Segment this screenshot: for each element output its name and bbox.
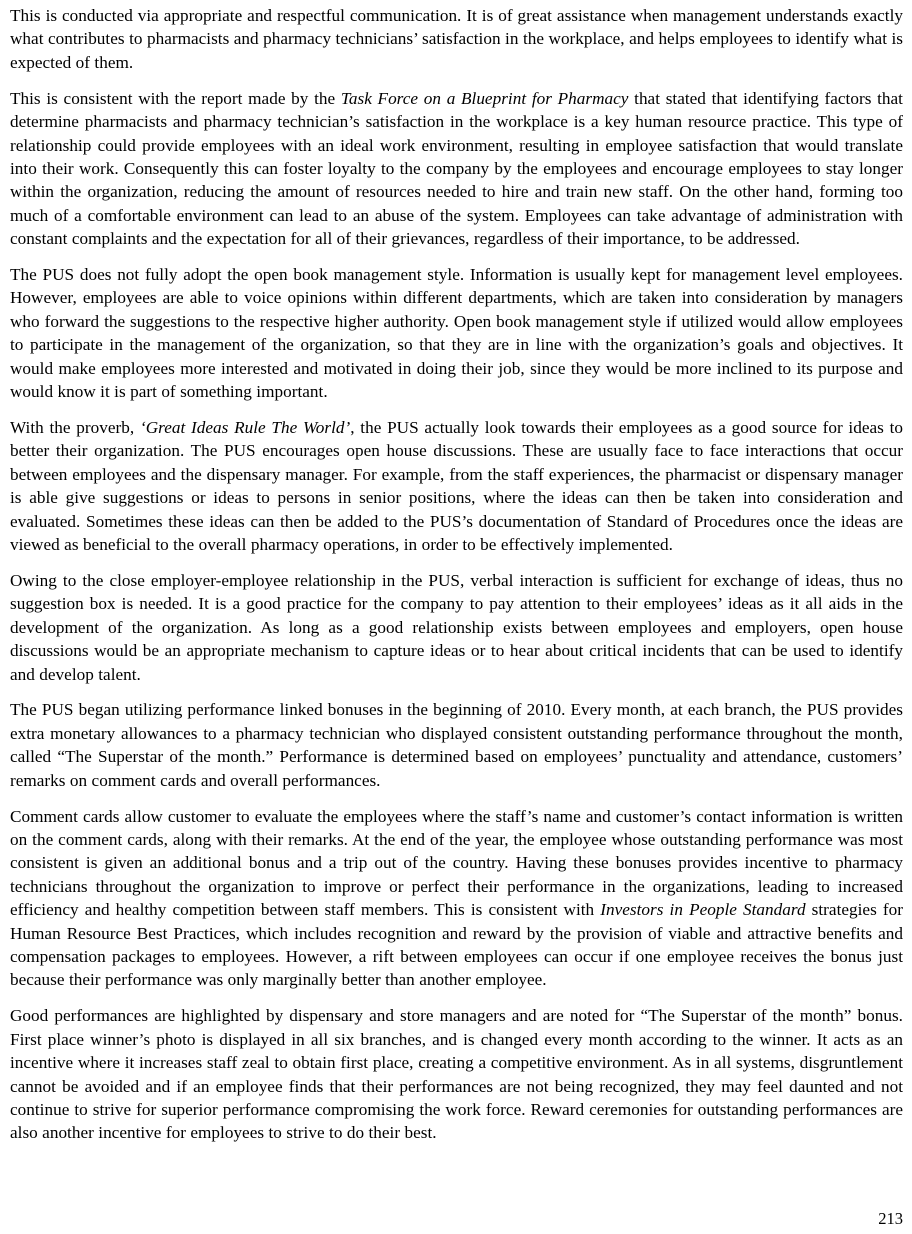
paragraph xyxy=(10,805,903,992)
paragraph xyxy=(10,1004,903,1144)
body-text-run: Good performances are highlighted by dispensary and store managers and are noted for “The Superstar of the month” bonus. First place winner’s photo is displayed in all six branches, and is changed every month according to the winner. It acts as an incentive where it increases staff zeal to obtain first place, creating a competitive environment. As in all systems, disgruntlement cannot be avoided and if an employee finds that their performances are not being recognized, they may feel daunted and not continue to strive for superior performance compromising the work force. Reward ceremonies for outstanding performances are also another incentive for employees to strive to do their best. xyxy=(10,1006,903,1143)
body-text-run: This is conducted via appropriate and respectful communication. It is of great assistance when management understands exactly what contributes to pharmacists and pharmacy technicians’ satisfaction in the workplace, and helps employees to identify what is expected of them. xyxy=(10,6,903,72)
body-text-run: Owing to the close employer-employee relationship in the PUS, verbal interaction is sufficient for exchange of ideas, thus no suggestion box is needed. It is a good practice for the company to pay attention to their employees’ ideas as it all aids in the development of the organization. As long as a good relationship exists between employees and employers, open house discussions would be an appropriate mechanism to capture ideas or to hear about critical incidents that can be used to identify and develop talent. xyxy=(10,570,903,684)
body-text-run: , the PUS actually look towards their employees as a good source for ideas to better their organization. The PUS encourages open house discussions. These are usually face to face interactions that occur between employees and the dispensary manager. For example, from the staff experiences, the pharmacist or dispensary manager is able give suggestions or ideas to persons in senior positions, where the ideas can then be taken into consideration and evaluated. Sometimes these ideas can then be added to the PUS’s documentation of Standard of Procedures once the ideas are viewed as beneficial to the overall pharmacy operations, in order to be effectively implemented. xyxy=(10,418,903,555)
paragraph xyxy=(10,4,903,74)
emphasis-text: ‘Great Ideas Rule The World’ xyxy=(139,418,351,437)
body-text-run: With the proverb, xyxy=(10,418,140,437)
page-number: 213 xyxy=(878,1209,903,1228)
paragraph xyxy=(10,87,903,251)
emphasis-text: Investors in People Standard xyxy=(600,900,806,920)
paragraph xyxy=(10,569,903,686)
body-text-run: This is consistent with the report made by the xyxy=(10,88,341,108)
body-text-run: Comment cards allow customer to evaluate the employees where the staff’s name and customer’s contact information is written on the comment cards, along with their remarks. At the end of the year, the employee whose outstanding performance was most consistent is given an additional bonus and a trip out of the country. Having these bonuses provides incentive to pharmacy technicians throughout the organization to improve or perfect their performance in the organizations, leading to increased efficiency and healthy competition between staff members. This is consistent with xyxy=(10,806,903,920)
paragraph xyxy=(10,698,903,792)
body-text-run: The PUS does not fully adopt the open book management style. Information is usually kept for management level employees. However, employees are able to voice opinions within different departments, which are taken into consideration by managers who forward the suggestions to the respective higher authority. Open book management style if utilized would allow employees to participate in the management of the organization, so that they are in line with the organization’s goals and objectives. It would make employees more interested and motivated in doing their job, since they would be more inclined to its purpose and would know it is part of something important. xyxy=(10,265,903,402)
paragraph xyxy=(10,416,903,556)
body-text-run: that stated that identifying factors that determine pharmacists and pharmacy technician’s satisfaction in the workplace is a key human resource practice. This type of relationship could provide employees with an ideal work environment, resulting in employee satisfaction that would translate into their work. Consequently this can foster loyalty to the company by the employees and encourage employees to stay longer within the organization, reducing the amount of resources needed to hire and train new staff. On the other hand, forming too much of a comfortable environment can lead to an abuse of the system. Employees can take advantage of administration with constant complaints and the expectation for all of their grievances, regardless of their importance, to be addressed. xyxy=(10,88,903,249)
body-text-run: strategies for Human Resource Best Practices, which includes recognition and reward by the provision of viable and attractive benefits and compensation packages to employees. However, a rift between employees can occur if one employee receives the bonus just because their performance was only marginally better than another employee. xyxy=(10,900,903,990)
emphasis-text: Task Force on a Blueprint for Pharmacy xyxy=(340,88,629,108)
body-text-run: The PUS began utilizing performance linked bonuses in the beginning of 2010. Every month, at each branch, the PUS provides extra monetary allowances to a pharmacy technician who displayed consistent outstanding performance throughout the month, called “The Superstar of the month.” Performance is determined based on employees’ punctuality and attendance, customers’ remarks on comment cards and overall performances. xyxy=(10,700,903,790)
document-body xyxy=(10,4,903,1145)
paragraph xyxy=(10,263,903,403)
